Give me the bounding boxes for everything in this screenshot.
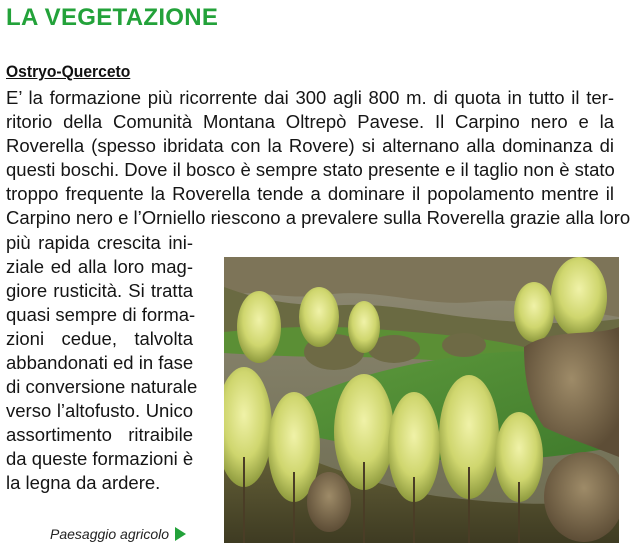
text-line: da queste formazioni è xyxy=(6,448,194,469)
page-title: LA VEGETAZIONE xyxy=(6,4,219,31)
text-line: Roverella (spesso ibridata con la Rovere) si alternano alla dominanza di xyxy=(6,135,614,156)
text-line: E’ la formazione più ricorrente dai 300 agli 800 m. di quota in tutto il ter- xyxy=(6,87,614,108)
landscape-photo xyxy=(224,257,619,543)
section-title: Ostryo-Querceto xyxy=(6,62,131,81)
text-line: troppo frequente la Roverella tende a dominare il popolamento mentre il xyxy=(6,183,614,204)
text-line: giore rusticità. Si tratta xyxy=(6,280,193,301)
caption-text: Paesaggio agricolo xyxy=(50,526,170,542)
text-line: più rapida crescita ini- xyxy=(6,232,193,253)
text-line: zioni cedue, talvolta xyxy=(6,328,193,349)
text-line: ziale ed alla loro mag- xyxy=(6,256,193,277)
text-line: quasi sempre di forma- xyxy=(6,304,196,325)
text-line: ritorio della Comunità Montana Oltrepò Pavese. Il Carpino nero e la xyxy=(6,111,614,132)
photo-caption xyxy=(50,526,186,542)
text-line: questi boschi. Dove il bosco è sempre stato presente e il taglio non è stato xyxy=(6,159,615,180)
text-line: abbandonati ed in fase xyxy=(6,352,194,373)
text-line: di conversione naturale xyxy=(6,376,198,397)
text-line: verso l’altofusto. Unico xyxy=(6,400,193,421)
triangle-right-icon xyxy=(175,527,186,541)
text-line: la legna da ardere. xyxy=(6,472,161,493)
text-line: assortimento ritraibile xyxy=(6,424,193,445)
text-line: Carpino nero e l’Orniello riescono a prevalere sulla Roverella grazie alla loro xyxy=(6,207,631,228)
